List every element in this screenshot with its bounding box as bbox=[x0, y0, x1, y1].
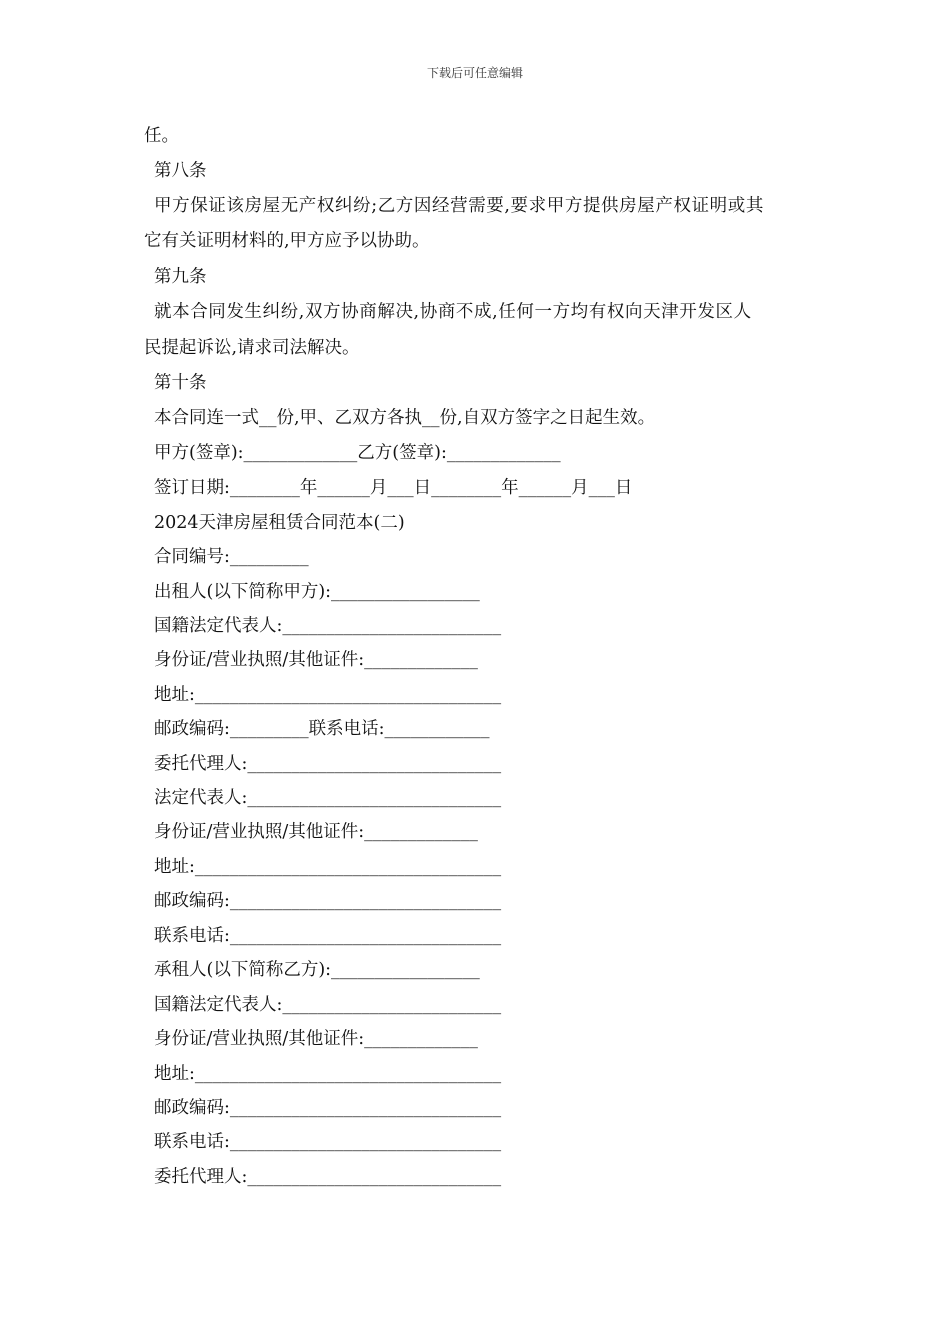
form-field: 身份证/营业执照/其他证件:_____________ bbox=[154, 822, 478, 842]
form-field: 承租人(以下简称乙方):_________________ bbox=[154, 960, 480, 980]
form-field: 委托代理人:_____________________________ bbox=[154, 1167, 502, 1187]
form-field: 法定代表人:_____________________________ bbox=[154, 788, 502, 808]
article-heading: 第八条 bbox=[154, 161, 207, 181]
date-line: 签订日期:________年______月___日________年______月___日 bbox=[154, 478, 633, 498]
form-field: 邮政编码:_________联系电话:____________ bbox=[154, 719, 490, 739]
form-field: 邮政编码:_______________________________ bbox=[154, 1098, 502, 1118]
section-title: 2024天津房屋租赁合同范本(二) bbox=[154, 513, 405, 533]
form-field: 地址:___________________________________ bbox=[154, 685, 502, 705]
text-line: 民提起诉讼,请求司法解决。 bbox=[144, 338, 360, 358]
form-field: 身份证/营业执照/其他证件:_____________ bbox=[154, 650, 478, 670]
form-field: 国籍法定代表人:_________________________ bbox=[154, 995, 502, 1015]
form-field: 地址:___________________________________ bbox=[154, 1064, 502, 1084]
form-field: 联系电话:_______________________________ bbox=[154, 926, 502, 946]
article-heading: 第十条 bbox=[154, 373, 207, 393]
form-field: 委托代理人:_____________________________ bbox=[154, 754, 502, 774]
text-line: 任。 bbox=[144, 126, 179, 146]
text-line: 它有关证明材料的,甲方应予以协助。 bbox=[144, 231, 430, 251]
form-field: 身份证/营业执照/其他证件:_____________ bbox=[154, 1029, 478, 1049]
form-field: 合同编号:_________ bbox=[154, 547, 309, 567]
form-field: 出租人(以下简称甲方):_________________ bbox=[154, 582, 480, 602]
form-field: 地址:___________________________________ bbox=[154, 857, 502, 877]
text-line: 甲方保证该房屋无产权纠纷;乙方因经营需要,要求甲方提供房屋产权证明或其 bbox=[154, 196, 764, 216]
form-field: 邮政编码:_______________________________ bbox=[154, 891, 502, 911]
text-line: 就本合同发生纠纷,双方协商解决,协商不成,任何一方均有权向天津开发区人 bbox=[154, 302, 752, 322]
form-field: 联系电话:_______________________________ bbox=[154, 1132, 502, 1152]
form-field: 国籍法定代表人:_________________________ bbox=[154, 616, 502, 636]
signature-line: 甲方(签章):_____________乙方(签章):_____________ bbox=[154, 443, 561, 463]
text-line: 本合同连一式__份,甲、乙双方各执__份,自双方签字之日起生效。 bbox=[154, 408, 656, 428]
article-heading: 第九条 bbox=[154, 267, 207, 287]
page-header: 下载后可任意编辑 bbox=[426, 66, 523, 80]
